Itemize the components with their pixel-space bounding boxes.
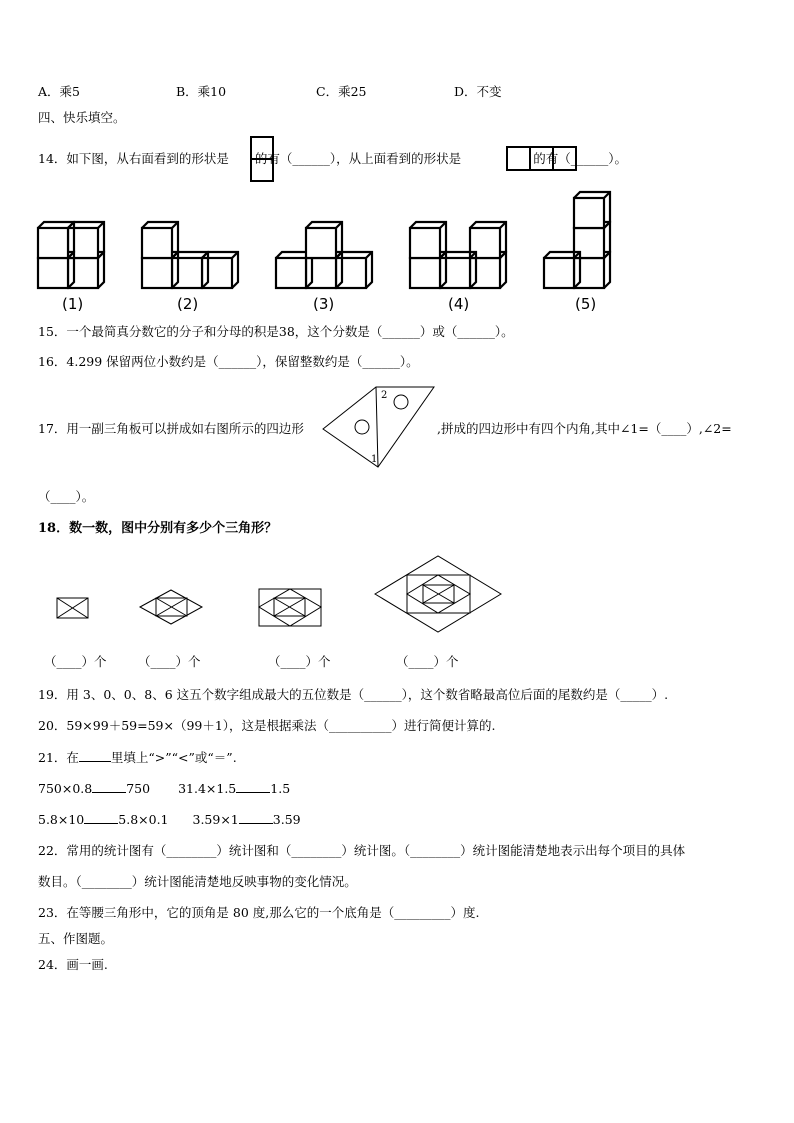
triangle-figures (50, 552, 550, 622)
blank[interactable] (79, 749, 111, 762)
figure-2 (142, 222, 238, 288)
fig-label-1: (1) (62, 295, 84, 313)
q18-title: 18．数一数，图中分别有多少个三角形？ (38, 521, 278, 536)
section5-title: 五、作图题。 (38, 931, 114, 946)
figure-1 (38, 222, 104, 288)
cube-figures (30, 188, 630, 293)
option-a: A．乘5 (38, 84, 80, 99)
top-view-shape (506, 146, 578, 172)
q17-part2: ,拼成的四边形中有四个内角,其中∠1=（____）,∠2= (437, 421, 732, 436)
figure-3 (276, 222, 372, 288)
q17-part3: （____）。 (38, 489, 95, 504)
quadrilateral-figure (320, 383, 442, 469)
tri-figure-4 (375, 556, 501, 632)
figure-5 (544, 192, 610, 288)
q23: 23．在等腰三角形中，它的顶角是 80 度,那么它的一个底角是（_________）度. (38, 905, 480, 920)
section4-title: 四、快乐填空。 (38, 110, 126, 125)
option-d: D．不变 (454, 84, 502, 99)
q16: 16．4.299 保留两位小数约是（______），保留整数约是（______）。 (38, 354, 419, 369)
angle-1-label: 1 (371, 454, 378, 465)
tri-figure-3 (259, 589, 321, 626)
q15: 15．一个最简真分数它的分子和分母的积是38，这个分数是（______）或（______）。 (38, 324, 514, 339)
compare-blank[interactable] (84, 811, 118, 824)
compare-blank[interactable] (92, 780, 126, 793)
fig-label-2: (2) (177, 295, 199, 313)
q14-part2: 的有（______），从上面看到的形状是 (254, 151, 462, 166)
q20: 20．59×99＋59=59×（99＋1），这是根据乘法（__________）进行简便计算的. (38, 718, 496, 733)
right-view-shape (250, 136, 274, 184)
compare-blank[interactable] (236, 780, 270, 793)
q18-answer-1: （____）个 (44, 654, 107, 669)
q24: 24．画一画. (38, 957, 108, 972)
q18-answer-3: （____）个 (268, 654, 331, 669)
q19: 19．用 3、0、0、8、6 这五个数字组成最大的五位数是（______），这个数省略最高位后面的尾数约是（_____）. (38, 687, 669, 702)
figure-4 (410, 222, 506, 288)
tri-figure-2 (140, 590, 202, 624)
q18-answer-4: （____）个 (396, 654, 459, 669)
q14-part1: 14．如下图，从右面看到的形状是 (38, 151, 229, 166)
compare-blank[interactable] (239, 811, 273, 824)
q21-row1: 750×0.8 750 31.4×1.5 1.5 (38, 781, 291, 796)
option-b: B．乘10 (176, 84, 227, 99)
angle-2-label: 2 (381, 390, 388, 401)
q17-part1: 17．用一副三角板可以拼成如右图所示的四边形 (38, 421, 304, 436)
q18-answer-2: （____）个 (138, 654, 201, 669)
q14-part3: 的有（______）。 (533, 151, 627, 166)
q21-row2: 5.8×10 5.8×0.1 3.59×1 3.59 (38, 812, 301, 827)
tri-figure-1 (57, 598, 88, 618)
option-c: C．乘25 (316, 84, 367, 99)
fig-label-5: (5) (575, 295, 597, 313)
fig-label-3: (3) (313, 295, 335, 313)
q21-title: 21．在 里填上“>”“<”或“＝”. (38, 750, 237, 765)
q22-line1: 22．常用的统计图有（________）统计图和（________）统计图。（________）统计图能清楚地表示出每个项目的具体 (38, 843, 686, 858)
fig-label-4: (4) (448, 295, 470, 313)
q22-line2: 数目。（________）统计图能清楚地反映事物的变化情况。 (38, 874, 357, 889)
